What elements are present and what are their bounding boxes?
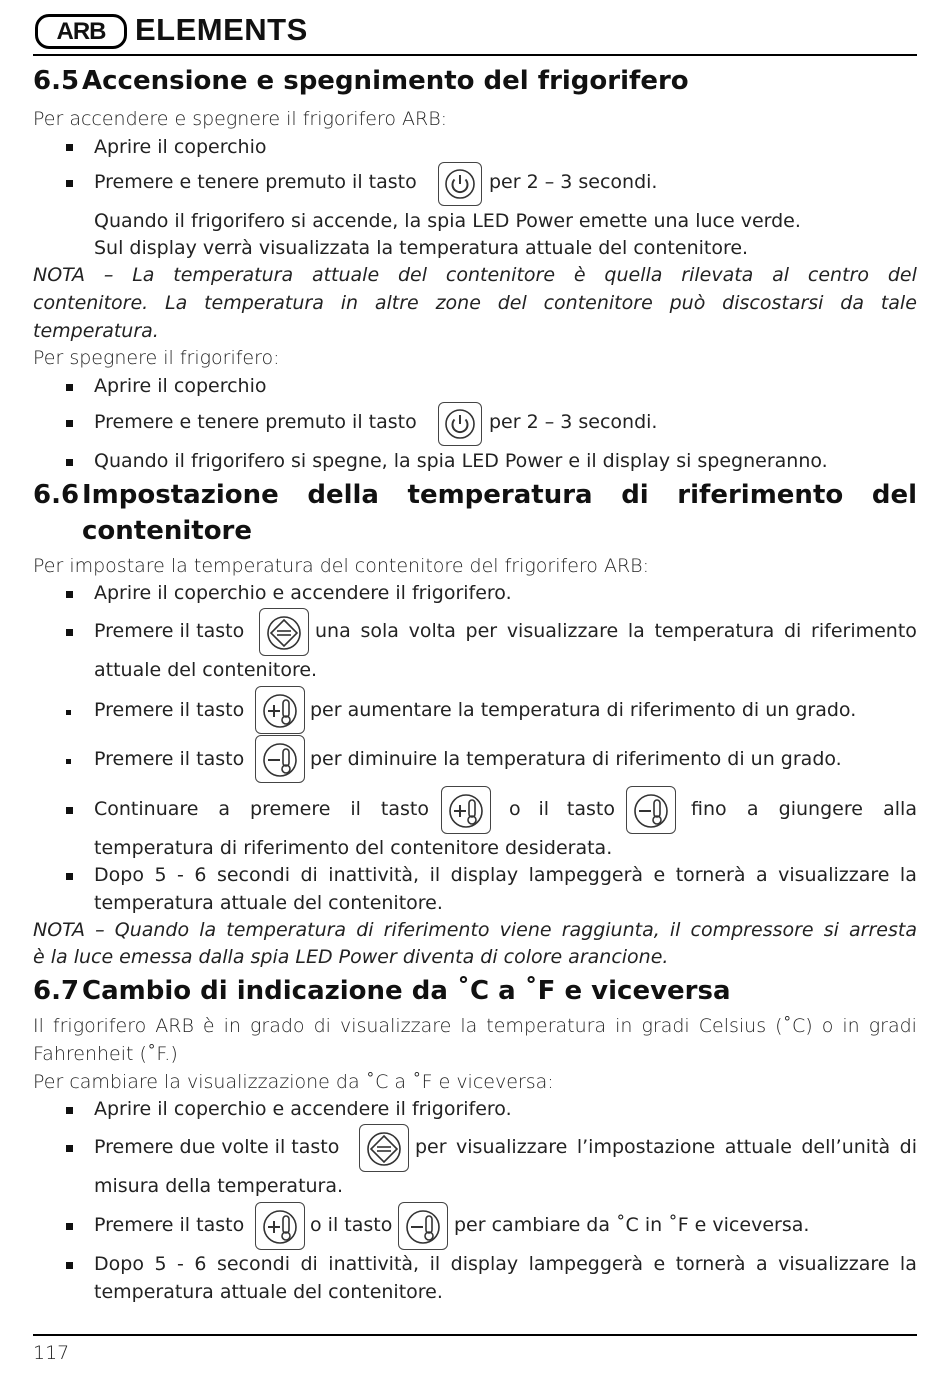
temp-up-button-icon xyxy=(255,1202,305,1250)
bullet xyxy=(66,180,73,187)
list-item-pre: Premere e tenere premuto il tasto xyxy=(94,411,417,433)
temp-down-button-icon xyxy=(255,735,305,783)
temp-up-button-icon xyxy=(441,786,491,834)
intro2: Per cambiare la visualizzazione da ˚C a ˚F e viceversa: xyxy=(33,1071,554,1093)
bullet xyxy=(66,1262,73,1269)
list-item-pre: Premere il tasto xyxy=(94,748,245,770)
intro: Per impostare la temperatura del contenitore del frigorifero ARB: xyxy=(33,555,649,577)
page-number: 117 xyxy=(33,1342,70,1364)
temp-down-button-icon xyxy=(626,786,676,834)
list-item-pre: Premere il tasto xyxy=(94,1214,245,1236)
note-line: contenitore. La temperatura in altre zone del contenitore può discostarsi da tale xyxy=(33,292,917,314)
section-6-6-heading: 6.6 Impostazione della temperatura di riferimento del xyxy=(33,480,917,510)
power-on-info-1: Quando il frigorifero si accende, la spia LED Power emette una luce verde. xyxy=(94,210,801,232)
intro-line: Fahrenheit (˚F.) xyxy=(33,1043,178,1065)
bullet xyxy=(66,591,73,598)
bullet xyxy=(66,384,73,391)
list-item: Dopo 5 - 6 secondi di inattività, il display lampeggerà e tornerà a visualizzare la xyxy=(94,864,917,886)
list-item: Aprire il coperchio e accendere il frigorifero. xyxy=(94,1098,512,1120)
list-item: Dopo 5 - 6 secondi di inattività, il display lampeggerà e tornerà a visualizzare la xyxy=(94,1253,917,1275)
footer-rule xyxy=(33,1334,917,1336)
list-item-cont: temperatura attuale del contenitore. xyxy=(94,892,443,914)
note-line: è la luce emessa dalla spia LED Power diventa di colore arancione. xyxy=(33,946,669,968)
bullet xyxy=(66,420,73,427)
list-item-mid: o il tasto xyxy=(310,1214,393,1236)
bullet xyxy=(66,1107,73,1114)
temp-up-button-icon xyxy=(255,686,305,734)
power-button-icon xyxy=(438,162,482,206)
set-button-icon xyxy=(359,1124,409,1172)
intro-line: Il frigorifero ARB è in grado di visualizzare la temperatura in gradi Celsius (˚C) o in gradi xyxy=(33,1015,917,1037)
section-6-7-heading: 6.7 Cambio di indicazione da ˚C a ˚F e viceversa xyxy=(33,976,731,1006)
list-item-pre: Premere e tenere premuto il tasto xyxy=(94,171,417,193)
intro-on: Per accendere e spegnere il frigorifero ARB: xyxy=(33,108,448,130)
power-on-info-2: Sul display verrà visualizzata la temperatura attuale del contenitore. xyxy=(94,237,749,259)
list-item-cont: temperatura attuale del contenitore. xyxy=(94,1281,443,1303)
note-line: temperatura. xyxy=(33,320,159,342)
page-header xyxy=(33,8,917,56)
list-item-post: per aumentare la temperatura di riferimento di un grado. xyxy=(310,699,857,721)
list-item: Quando il frigorifero si spegne, la spia LED Power e il display si spegneranno. xyxy=(94,450,828,472)
bullet xyxy=(66,1145,73,1152)
list-item-cont: temperatura di riferimento del contenitore desiderata. xyxy=(94,837,613,859)
list-item-post: per 2 – 3 secondi. xyxy=(489,411,658,433)
list-item-post: per diminuire la temperatura di riferimento di un grado. xyxy=(310,748,842,770)
set-button-icon xyxy=(259,608,309,656)
list-item-mid: o il tasto xyxy=(509,798,615,820)
list-item-cont: misura della temperatura. xyxy=(94,1175,344,1197)
manual-page xyxy=(33,0,917,1379)
list-item-post: per 2 – 3 secondi. xyxy=(489,171,658,193)
temp-down-button-icon xyxy=(398,1202,448,1250)
list-item-pre: Continuare a premere il tasto xyxy=(94,798,429,820)
intro-off: Per spegnere il frigorifero: xyxy=(33,347,280,369)
list-item-post: una sola volta per visualizzare la temperatura di riferimento xyxy=(315,620,917,642)
section-6-5-heading: 6.5 Accensione e spegnimento del frigorifero xyxy=(33,66,689,96)
list-item-post: per cambiare da ˚C in ˚F e viceversa. xyxy=(454,1214,810,1236)
power-button-icon xyxy=(438,402,482,446)
list-item-pre: Premere il tasto xyxy=(94,620,245,642)
bullet xyxy=(66,807,73,814)
list-item: Aprire il coperchio e accendere il frigorifero. xyxy=(94,582,512,604)
note-line: NOTA – Quando la temperatura di riferimento viene raggiunta, il compressore si arresta xyxy=(33,919,917,941)
list-item-post: per visualizzare l’impostazione attuale dell’unità di xyxy=(415,1136,917,1158)
bullet xyxy=(66,1223,73,1230)
list-item-post: fino a giungere alla xyxy=(691,798,917,820)
bullet xyxy=(66,710,71,715)
list-item: Aprire il coperchio xyxy=(94,375,267,397)
bullet xyxy=(66,459,73,466)
list-item: Aprire il coperchio xyxy=(94,136,267,158)
note-line: NOTA – La temperatura attuale del contenitore è quella rilevata al centro del xyxy=(33,264,917,286)
heading-line-1: Impostazione della temperatura di riferimento del xyxy=(82,480,917,510)
brand-title: ELEMENTS xyxy=(135,12,308,47)
arb-logo: ARB xyxy=(35,14,127,49)
bullet xyxy=(66,759,71,764)
bullet xyxy=(66,873,73,880)
list-item-pre: Premere il tasto xyxy=(94,699,245,721)
bullet xyxy=(66,629,73,636)
bullet xyxy=(66,144,73,151)
list-item-pre: Premere due volte il tasto xyxy=(94,1136,340,1158)
section-6-6-heading-line2: contenitore xyxy=(82,516,253,546)
list-item-cont: attuale del contenitore. xyxy=(94,659,318,681)
